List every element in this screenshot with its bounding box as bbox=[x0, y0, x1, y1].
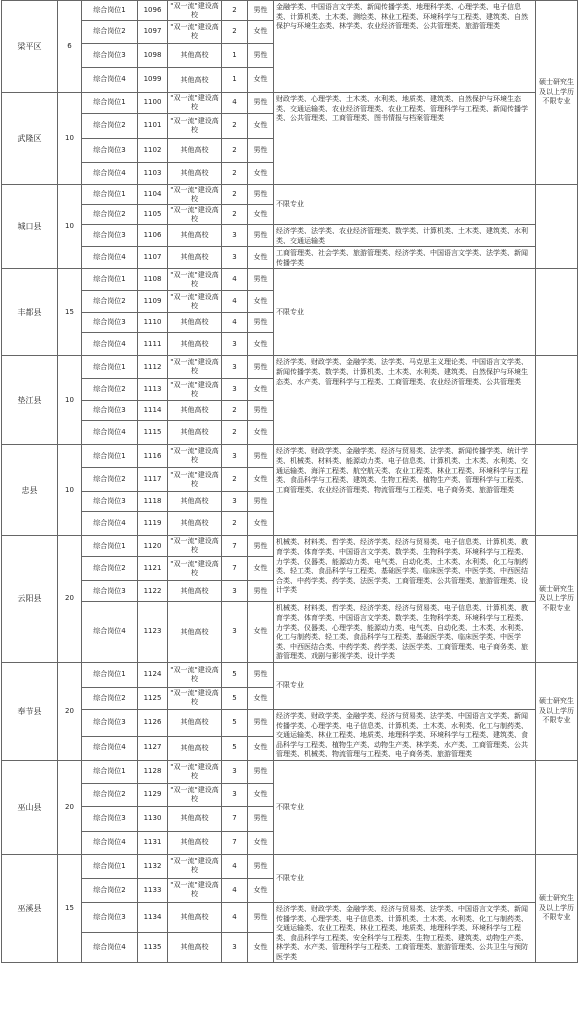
gender-cell: 女性 bbox=[248, 163, 274, 185]
table-row bbox=[2, 356, 578, 379]
code-cell: 1121 bbox=[138, 557, 168, 581]
post-cell: 综合岗位2 bbox=[82, 557, 138, 581]
gender-cell: 男性 bbox=[248, 225, 274, 247]
school-cell: 其他高校 bbox=[168, 902, 222, 932]
number-cell: 4 bbox=[222, 93, 248, 114]
school-cell: 其他高校 bbox=[168, 709, 222, 736]
district-cell: 云阳县 bbox=[2, 536, 58, 663]
school-cell: "双一流"建设高校 bbox=[168, 687, 222, 709]
gender-cell: 男性 bbox=[248, 709, 274, 736]
school-cell: 其他高校 bbox=[168, 333, 222, 356]
post-cell: 综合岗位4 bbox=[82, 933, 138, 963]
edu-note-cell bbox=[536, 445, 578, 536]
table-row bbox=[2, 760, 578, 783]
code-cell: 1106 bbox=[138, 225, 168, 247]
school-cell: 其他高校 bbox=[168, 44, 222, 68]
post-cell: 综合岗位4 bbox=[82, 736, 138, 760]
code-cell: 1126 bbox=[138, 709, 168, 736]
school-cell: 其他高校 bbox=[168, 492, 222, 512]
post-cell: 综合岗位3 bbox=[82, 709, 138, 736]
number-cell: 3 bbox=[222, 933, 248, 963]
post-cell: 综合岗位1 bbox=[82, 185, 138, 205]
table-row bbox=[2, 247, 578, 269]
school-cell: 其他高校 bbox=[168, 581, 222, 602]
number-cell: 3 bbox=[222, 445, 248, 468]
school-cell: 其他高校 bbox=[168, 313, 222, 333]
gender-cell: 女性 bbox=[248, 512, 274, 536]
gender-cell: 女性 bbox=[248, 933, 274, 963]
code-cell: 1123 bbox=[138, 602, 168, 663]
gender-cell: 男性 bbox=[248, 854, 274, 878]
district-cell: 忠县 bbox=[2, 445, 58, 536]
code-cell: 1112 bbox=[138, 356, 168, 379]
code-cell: 1130 bbox=[138, 806, 168, 831]
code-cell: 1107 bbox=[138, 247, 168, 269]
number-cell: 5 bbox=[222, 687, 248, 709]
district-cell: 巫山县 bbox=[2, 760, 58, 854]
gender-cell: 男性 bbox=[248, 356, 274, 379]
school-cell: "双一流"建设高校 bbox=[168, 1, 222, 21]
major-cell: 不限专业 bbox=[274, 185, 536, 225]
gender-cell: 男性 bbox=[248, 139, 274, 163]
major-cell: 金融学类、中国语言文学类、新闻传播学类、地理科学类、心理学类、电子信息类、计算机类、土木类、测绘类、林业工程类、环境科学与工程类、建筑类、自然保护与环境生态类、林学类、农业经济管理类、公共管理类、旅游管理类 bbox=[274, 1, 536, 93]
number-cell: 4 bbox=[222, 291, 248, 313]
gender-cell: 女性 bbox=[248, 783, 274, 806]
school-cell: "双一流"建设高校 bbox=[168, 783, 222, 806]
school-cell: 其他高校 bbox=[168, 933, 222, 963]
school-cell: 其他高校 bbox=[168, 421, 222, 445]
post-cell: 综合岗位1 bbox=[82, 662, 138, 687]
code-cell: 1133 bbox=[138, 878, 168, 902]
school-cell: 其他高校 bbox=[168, 806, 222, 831]
gender-cell: 女性 bbox=[248, 421, 274, 445]
quota-cell: 10 bbox=[58, 356, 82, 445]
number-cell: 1 bbox=[222, 44, 248, 68]
code-cell: 1118 bbox=[138, 492, 168, 512]
table-row bbox=[2, 602, 578, 663]
number-cell: 2 bbox=[222, 163, 248, 185]
number-cell: 4 bbox=[222, 269, 248, 291]
code-cell: 1117 bbox=[138, 468, 168, 492]
school-cell: "双一流"建设高校 bbox=[168, 854, 222, 878]
school-cell: "双一流"建设高校 bbox=[168, 662, 222, 687]
number-cell: 2 bbox=[222, 185, 248, 205]
gender-cell: 男性 bbox=[248, 185, 274, 205]
major-cell: 机械类、材料类、哲学类、经济学类、经济与贸易类、电子信息类、计算机类、教育学类、体育学类、中国语言文学类、数学类、生物科学类、环境科学与工程类、力学类、仪器类、能源动力类、电气类、自动化类、土木类、水利类、化工与制药类、轻工类、食品科学与工程类、基础医学类、临床医学类、中医学类、中西医结合类、中药学类、药学类、法医学类、工商管理类、公共管理类、旅游管理类、设计学类 bbox=[274, 536, 536, 602]
post-cell: 综合岗位2 bbox=[82, 379, 138, 401]
post-cell: 综合岗位1 bbox=[82, 760, 138, 783]
post-cell: 综合岗位2 bbox=[82, 878, 138, 902]
number-cell: 3 bbox=[222, 247, 248, 269]
code-cell: 1096 bbox=[138, 1, 168, 21]
district-cell: 城口县 bbox=[2, 185, 58, 269]
table-row bbox=[2, 269, 578, 291]
number-cell: 7 bbox=[222, 536, 248, 557]
edu-note-cell bbox=[536, 760, 578, 854]
school-cell: 其他高校 bbox=[168, 831, 222, 854]
table-row bbox=[2, 536, 578, 557]
school-cell: 其他高校 bbox=[168, 247, 222, 269]
major-cell: 经济学类、财政学类、金融学类、经济与贸易类、法学类、新闻传播学类、统计学类、机械类、材料类、能源动力类、电子信息类、计算机类、土木类、水利类、交通运输类、海洋工程类、航空航天类、农业工程类、林业工程类、环境科学与工程类、食品科学与工程类、建筑类、生物工程类、植物生产类、管理科学与工程类、工商管理类、农业经济管理类、物流管理与工程类、电子商务类、旅游管理类 bbox=[274, 445, 536, 536]
code-cell: 1124 bbox=[138, 662, 168, 687]
number-cell: 3 bbox=[222, 760, 248, 783]
table-row bbox=[2, 854, 578, 878]
table-row bbox=[2, 709, 578, 736]
code-cell: 1110 bbox=[138, 313, 168, 333]
code-cell: 1115 bbox=[138, 421, 168, 445]
table-row bbox=[2, 445, 578, 468]
code-cell: 1111 bbox=[138, 333, 168, 356]
number-cell: 5 bbox=[222, 709, 248, 736]
gender-cell: 女性 bbox=[248, 68, 274, 93]
code-cell: 1135 bbox=[138, 933, 168, 963]
post-cell: 综合岗位1 bbox=[82, 356, 138, 379]
number-cell: 1 bbox=[222, 68, 248, 93]
code-cell: 1114 bbox=[138, 401, 168, 421]
post-cell: 综合岗位1 bbox=[82, 1, 138, 21]
number-cell: 2 bbox=[222, 139, 248, 163]
gender-cell: 男性 bbox=[248, 313, 274, 333]
gender-cell: 女性 bbox=[248, 333, 274, 356]
gender-cell: 女性 bbox=[248, 878, 274, 902]
post-cell: 综合岗位1 bbox=[82, 536, 138, 557]
gender-cell: 女性 bbox=[248, 736, 274, 760]
post-cell: 综合岗位4 bbox=[82, 68, 138, 93]
post-cell: 综合岗位2 bbox=[82, 783, 138, 806]
post-cell: 综合岗位1 bbox=[82, 93, 138, 114]
edu-note-cell: 硕士研究生及以上学历不限专业 bbox=[536, 1, 578, 185]
gender-cell: 女性 bbox=[248, 379, 274, 401]
code-cell: 1113 bbox=[138, 379, 168, 401]
post-cell: 综合岗位2 bbox=[82, 205, 138, 225]
number-cell: 3 bbox=[222, 783, 248, 806]
number-cell: 4 bbox=[222, 854, 248, 878]
number-cell: 2 bbox=[222, 421, 248, 445]
quota-cell: 6 bbox=[58, 1, 82, 93]
code-cell: 1100 bbox=[138, 93, 168, 114]
number-cell: 2 bbox=[222, 401, 248, 421]
number-cell: 3 bbox=[222, 581, 248, 602]
post-cell: 综合岗位4 bbox=[82, 247, 138, 269]
table-row bbox=[2, 185, 578, 205]
school-cell: "双一流"建设高校 bbox=[168, 760, 222, 783]
school-cell: 其他高校 bbox=[168, 602, 222, 663]
major-cell: 不限专业 bbox=[274, 269, 536, 356]
edu-note-cell: 硕士研究生及以上学历不限专业 bbox=[536, 536, 578, 663]
post-cell: 综合岗位4 bbox=[82, 333, 138, 356]
school-cell: 其他高校 bbox=[168, 736, 222, 760]
gender-cell: 男性 bbox=[248, 445, 274, 468]
post-cell: 综合岗位3 bbox=[82, 401, 138, 421]
gender-cell: 男性 bbox=[248, 269, 274, 291]
gender-cell: 男性 bbox=[248, 1, 274, 21]
district-cell: 梁平区 bbox=[2, 1, 58, 93]
post-cell: 综合岗位2 bbox=[82, 687, 138, 709]
gender-cell: 男性 bbox=[248, 662, 274, 687]
post-cell: 综合岗位3 bbox=[82, 44, 138, 68]
school-cell: "双一流"建设高校 bbox=[168, 536, 222, 557]
number-cell: 4 bbox=[222, 902, 248, 932]
post-cell: 综合岗位2 bbox=[82, 114, 138, 139]
code-cell: 1103 bbox=[138, 163, 168, 185]
number-cell: 3 bbox=[222, 333, 248, 356]
code-cell: 1128 bbox=[138, 760, 168, 783]
number-cell: 5 bbox=[222, 736, 248, 760]
gender-cell: 男性 bbox=[248, 902, 274, 932]
gender-cell: 男性 bbox=[248, 581, 274, 602]
school-cell: "双一流"建设高校 bbox=[168, 356, 222, 379]
code-cell: 1104 bbox=[138, 185, 168, 205]
post-cell: 综合岗位3 bbox=[82, 806, 138, 831]
major-cell: 经济学类、财政学类、金融学类、经济与贸易类、法学类、中国语言文学类、新闻传播学类、心理学类、电子信息类、计算机类、土木类、水利类、化工与制药类、交通运输类、农业工程类、林业工程类、地质类、地理科学类、环境科学与工程类、食品科学与工程类、安全科学与工程类、生物工程类、建筑类、动物生产类、林学类、水产类、管理科学与工程类、工商管理类、旅游管理类、公共卫生与预防医学类 bbox=[274, 902, 536, 963]
number-cell: 2 bbox=[222, 21, 248, 44]
code-cell: 1122 bbox=[138, 581, 168, 602]
post-cell: 综合岗位3 bbox=[82, 225, 138, 247]
number-cell: 2 bbox=[222, 512, 248, 536]
number-cell: 7 bbox=[222, 806, 248, 831]
post-cell: 综合岗位1 bbox=[82, 269, 138, 291]
post-cell: 综合岗位3 bbox=[82, 313, 138, 333]
district-cell: 武隆区 bbox=[2, 93, 58, 185]
number-cell: 3 bbox=[222, 602, 248, 663]
school-cell: "双一流"建设高校 bbox=[168, 468, 222, 492]
gender-cell: 女性 bbox=[248, 557, 274, 581]
code-cell: 1125 bbox=[138, 687, 168, 709]
gender-cell: 男性 bbox=[248, 93, 274, 114]
post-cell: 综合岗位2 bbox=[82, 291, 138, 313]
gender-cell: 男性 bbox=[248, 44, 274, 68]
major-cell: 财政学类、心理学类、土木类、水利类、地质类、建筑类、自然保护与环境生态类、交通运输类、农业经济管理类、农业工程类、管理科学与工程类、新闻传播学类、公共管理类、工商管理类、图书情报与档案管理类 bbox=[274, 93, 536, 185]
major-cell: 不限专业 bbox=[274, 662, 536, 709]
quota-cell: 20 bbox=[58, 760, 82, 854]
school-cell: "双一流"建设高校 bbox=[168, 557, 222, 581]
gender-cell: 男性 bbox=[248, 760, 274, 783]
code-cell: 1109 bbox=[138, 291, 168, 313]
number-cell: 2 bbox=[222, 205, 248, 225]
post-cell: 综合岗位3 bbox=[82, 902, 138, 932]
major-cell: 经济学类、财政学类、金融学类、法学类、马克思主义理论类、中国语言文学类、新闻传播学类、数学类、计算机类、土木类、水利类、建筑类、自然保护与环境生态类、水产类、管理科学与工程类、工商管理类、农业经济管理类、公共管理类 bbox=[274, 356, 536, 445]
school-cell: "双一流"建设高校 bbox=[168, 21, 222, 44]
table-row bbox=[2, 662, 578, 687]
gender-cell: 女性 bbox=[248, 468, 274, 492]
recruitment-table bbox=[1, 0, 578, 963]
gender-cell: 男性 bbox=[248, 806, 274, 831]
gender-cell: 女性 bbox=[248, 205, 274, 225]
edu-note-cell bbox=[536, 269, 578, 356]
quota-cell: 10 bbox=[58, 445, 82, 536]
code-cell: 1099 bbox=[138, 68, 168, 93]
code-cell: 1101 bbox=[138, 114, 168, 139]
code-cell: 1127 bbox=[138, 736, 168, 760]
post-cell: 综合岗位4 bbox=[82, 602, 138, 663]
code-cell: 1105 bbox=[138, 205, 168, 225]
gender-cell: 女性 bbox=[248, 114, 274, 139]
quota-cell: 15 bbox=[58, 854, 82, 963]
number-cell: 2 bbox=[222, 468, 248, 492]
post-cell: 综合岗位3 bbox=[82, 139, 138, 163]
school-cell: "双一流"建设高校 bbox=[168, 878, 222, 902]
major-cell: 经济学类、法学类、农业经济管理类、数学类、计算机类、土木类、建筑类、水利类、交通运输类 bbox=[274, 225, 536, 247]
edu-note-cell bbox=[536, 356, 578, 445]
quota-cell: 10 bbox=[58, 93, 82, 185]
table-row bbox=[2, 93, 578, 114]
major-cell: 机械类、材料类、哲学类、经济学类、经济与贸易类、电子信息类、计算机类、教育学类、体育学类、中国语言文学类、数学类、生物科学类、环境科学与工程类、力学类、仪器类、心理学类、能源动力类、电气类、自动化类、土木类、水利类、化工与制药类、轻工类、食品科学与工程类、基础医学类、临床医学类、中医学类、中西医结合类、中药学类、药学类、法医学类、工商管理类、电子商务类、旅游管理类、戏剧与影视学类、设计学类 bbox=[274, 602, 536, 663]
post-cell: 综合岗位4 bbox=[82, 512, 138, 536]
number-cell: 4 bbox=[222, 313, 248, 333]
post-cell: 综合岗位2 bbox=[82, 468, 138, 492]
gender-cell: 女性 bbox=[248, 831, 274, 854]
number-cell: 3 bbox=[222, 356, 248, 379]
code-cell: 1131 bbox=[138, 831, 168, 854]
district-cell: 丰都县 bbox=[2, 269, 58, 356]
code-cell: 1098 bbox=[138, 44, 168, 68]
number-cell: 3 bbox=[222, 225, 248, 247]
school-cell: 其他高校 bbox=[168, 68, 222, 93]
major-cell: 不限专业 bbox=[274, 760, 536, 854]
code-cell: 1116 bbox=[138, 445, 168, 468]
code-cell: 1132 bbox=[138, 854, 168, 878]
gender-cell: 男性 bbox=[248, 401, 274, 421]
number-cell: 5 bbox=[222, 662, 248, 687]
district-cell: 垫江县 bbox=[2, 356, 58, 445]
school-cell: 其他高校 bbox=[168, 401, 222, 421]
gender-cell: 女性 bbox=[248, 21, 274, 44]
district-cell: 奉节县 bbox=[2, 662, 58, 760]
district-cell: 巫溪县 bbox=[2, 854, 58, 963]
table-row bbox=[2, 1, 578, 21]
number-cell: 2 bbox=[222, 114, 248, 139]
number-cell: 7 bbox=[222, 831, 248, 854]
post-cell: 综合岗位1 bbox=[82, 445, 138, 468]
post-cell: 综合岗位4 bbox=[82, 831, 138, 854]
gender-cell: 男性 bbox=[248, 492, 274, 512]
gender-cell: 女性 bbox=[248, 247, 274, 269]
school-cell: "双一流"建设高校 bbox=[168, 269, 222, 291]
number-cell: 7 bbox=[222, 557, 248, 581]
number-cell: 3 bbox=[222, 492, 248, 512]
table-row bbox=[2, 225, 578, 247]
gender-cell: 男性 bbox=[248, 536, 274, 557]
code-cell: 1097 bbox=[138, 21, 168, 44]
table-row bbox=[2, 902, 578, 932]
post-cell: 综合岗位3 bbox=[82, 492, 138, 512]
quota-cell: 15 bbox=[58, 269, 82, 356]
post-cell: 综合岗位2 bbox=[82, 21, 138, 44]
school-cell: 其他高校 bbox=[168, 139, 222, 163]
edu-note-cell: 硕士研究生及以上学历不限专业 bbox=[536, 854, 578, 963]
code-cell: 1119 bbox=[138, 512, 168, 536]
post-cell: 综合岗位3 bbox=[82, 581, 138, 602]
code-cell: 1134 bbox=[138, 902, 168, 932]
quota-cell: 10 bbox=[58, 185, 82, 269]
number-cell: 4 bbox=[222, 878, 248, 902]
school-cell: "双一流"建设高校 bbox=[168, 291, 222, 313]
gender-cell: 女性 bbox=[248, 291, 274, 313]
major-cell: 经济学类、财政学类、金融学类、经济与贸易类、法学类、中国语言文学类、新闻传播学类、心理学类、电子信息类、计算机类、土木类、水利类、化工与制药类、交通运输类、林业工程类、地质类、地理科学类、环境科学与工程类、建筑类、食品科学与工程类、植物生产类、动物生产类、林学类、水产类、工商管理类、公共管理类、机械类、物流管理与工程类、电子商务类、旅游管理类 bbox=[274, 709, 536, 760]
school-cell: "双一流"建设高校 bbox=[168, 205, 222, 225]
post-cell: 综合岗位1 bbox=[82, 854, 138, 878]
school-cell: "双一流"建设高校 bbox=[168, 185, 222, 205]
code-cell: 1129 bbox=[138, 783, 168, 806]
gender-cell: 女性 bbox=[248, 687, 274, 709]
school-cell: "双一流"建设高校 bbox=[168, 445, 222, 468]
edu-note-cell bbox=[536, 185, 578, 269]
school-cell: "双一流"建设高校 bbox=[168, 379, 222, 401]
gender-cell: 女性 bbox=[248, 602, 274, 663]
school-cell: "双一流"建设高校 bbox=[168, 93, 222, 114]
school-cell: 其他高校 bbox=[168, 163, 222, 185]
major-cell: 工商管理类、社会学类、旅游管理类、经济学类、中国语言文学类、法学类、新闻传播学类 bbox=[274, 247, 536, 269]
quota-cell: 20 bbox=[58, 536, 82, 663]
code-cell: 1108 bbox=[138, 269, 168, 291]
school-cell: 其他高校 bbox=[168, 225, 222, 247]
code-cell: 1102 bbox=[138, 139, 168, 163]
school-cell: "双一流"建设高校 bbox=[168, 114, 222, 139]
quota-cell: 20 bbox=[58, 662, 82, 760]
number-cell: 3 bbox=[222, 379, 248, 401]
edu-note-cell: 硕士研究生及以上学历不限专业 bbox=[536, 662, 578, 760]
number-cell: 2 bbox=[222, 1, 248, 21]
major-cell: 不限专业 bbox=[274, 854, 536, 902]
post-cell: 综合岗位4 bbox=[82, 163, 138, 185]
post-cell: 综合岗位4 bbox=[82, 421, 138, 445]
code-cell: 1120 bbox=[138, 536, 168, 557]
school-cell: 其他高校 bbox=[168, 512, 222, 536]
